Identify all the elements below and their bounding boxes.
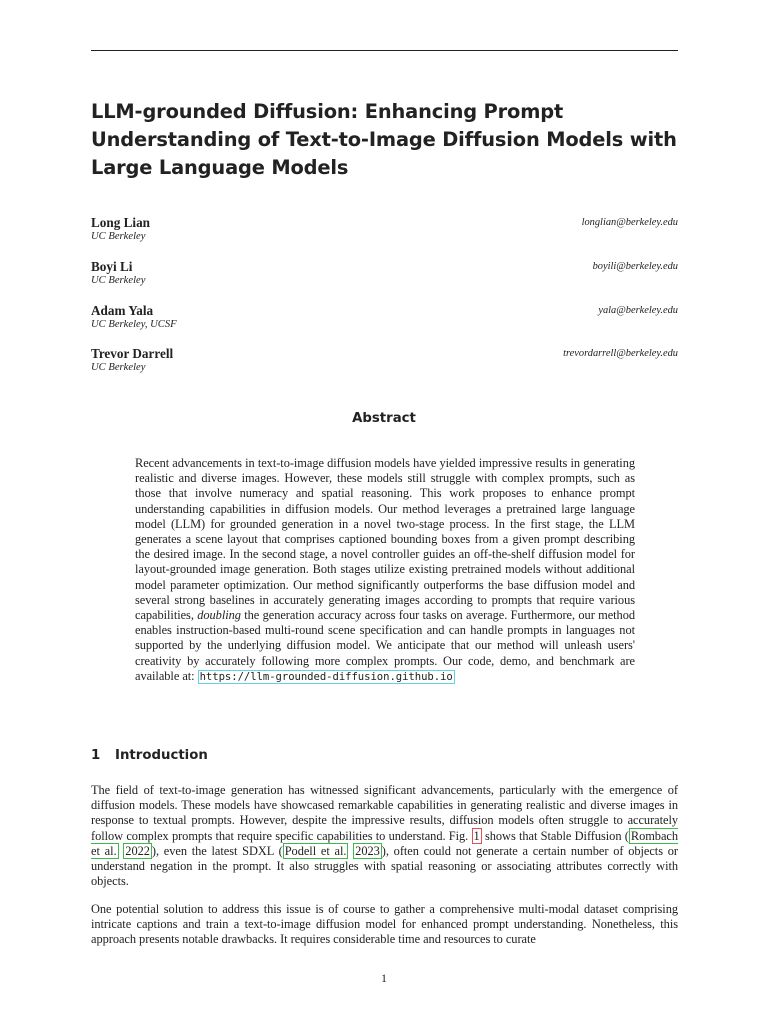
author-affiliation: UC Berkeley, UCSF <box>91 319 177 330</box>
intro-text-segment: shows that Stable Diffusion ( <box>481 828 629 843</box>
abstract-text-part-1: Recent advancements in text-to-image diffusion models have yielded impressive results in generating realistic and diverse images. However, these models still struggle with complex prompts, such as those that involve numeracy and spatial reasoning. This work proposes to enhance prompt understanding capabilities in diffusion models. Our method leverages a pretrained large language model (LLM) for grounded generation in a novel two-stage process. In the first stage, the LLM generates a scene layout that comprises captioned bounding boxes from a given prompt describing the desired image. In the second stage, a novel controller guides an off-the-shelf diffusion model for layout-grounded image generation. Both stages utilize existing pretrained models without additional model parameter optimization. Our method significantly outperforms the base diffusion model and several strong baselines in accurately generating images according to prompts that require various capabilities, <box>135 456 635 623</box>
paper-title: LLM-grounded Diffusion: Enhancing Prompt Understanding of Text-to-Image Diffusion Models with Large Language Models <box>91 100 677 179</box>
author-email[interactable]: longlian@berkeley.edu <box>581 217 678 228</box>
author-name: Adam Yala <box>91 303 154 318</box>
intro-text-segment: ), even the latest SDXL ( <box>151 843 283 858</box>
section-title: Introduction <box>115 748 208 763</box>
project-url-link[interactable]: https://llm-grounded-diffusion.github.io <box>199 670 453 683</box>
citation-link-rombach[interactable]: Rombach et al. <box>91 828 678 858</box>
author-affiliation: UC Berkeley <box>91 275 146 286</box>
author-block-2 <box>91 259 678 293</box>
intro-text-segment: ), often could not generate a certain number of objects or understand negation in the prompt. It also struggles with spatial reasoning or associating attributes correctly with objects. <box>91 843 678 889</box>
author-email[interactable]: trevordarrell@berkeley.edu <box>563 348 678 359</box>
author-affiliation: UC Berkeley <box>91 362 146 373</box>
citation-year-link-podell[interactable]: 2023 <box>355 843 380 858</box>
author-name: Boyi Li <box>91 259 133 274</box>
author-name: Trevor Darrell <box>91 346 174 361</box>
intro-paragraph-2: One potential solution to address this issue is of course to gather a comprehensive multi-modal dataset comprising intricate captions and train a text-to-image diffusion model for enhanced prompt understanding. Nonetheless, this approach presents notable drawbacks. It requires considerable time and resources to curate <box>91 902 678 947</box>
section-number: 1 <box>91 748 101 763</box>
citation-link-podell[interactable]: Podell et al. <box>284 843 347 858</box>
abstract-heading: Abstract <box>352 411 416 426</box>
figure-reference-link[interactable]: 1 <box>473 828 480 843</box>
page-number: 1 <box>381 971 387 985</box>
author-affiliation: UC Berkeley <box>91 231 146 242</box>
intro-paragraph-1 <box>91 783 678 889</box>
abstract-emphasis: doubling <box>197 608 241 623</box>
author-block-4 <box>91 346 678 380</box>
top-rule <box>91 50 678 51</box>
author-name: Long Lian <box>91 215 151 230</box>
intro-text-segment: The field of text-to-image generation has witnessed significant advancements, particularly with the emergence of diffusion models. These models have showcased remarkable capabilities in generating realistic and diverse images in response to textual prompts. However, despite the impressive results, diffusion models often struggle to accurately follow complex prompts that require specific capabilities to understand. Fig. <box>91 783 678 843</box>
author-block-1 <box>91 215 678 249</box>
abstract-text <box>135 456 635 685</box>
section-heading-introduction <box>91 748 208 764</box>
author-block-3 <box>91 303 678 337</box>
abstract-text-part-2: the generation accuracy across four tasks on average. Furthermore, our method enables instruction-based multi-round scene specification and can handle prompts in languages not supported by the underlying diffusion model. We anticipate that our method will unleash users' creativity by accurately following more complex prompts. Our code, demo, and benchmark are available at: <box>135 608 635 683</box>
author-email[interactable]: yala@berkeley.edu <box>598 305 678 316</box>
author-email[interactable]: boyili@berkeley.edu <box>592 261 678 272</box>
citation-year-link-rombach[interactable]: 2022 <box>125 843 150 858</box>
